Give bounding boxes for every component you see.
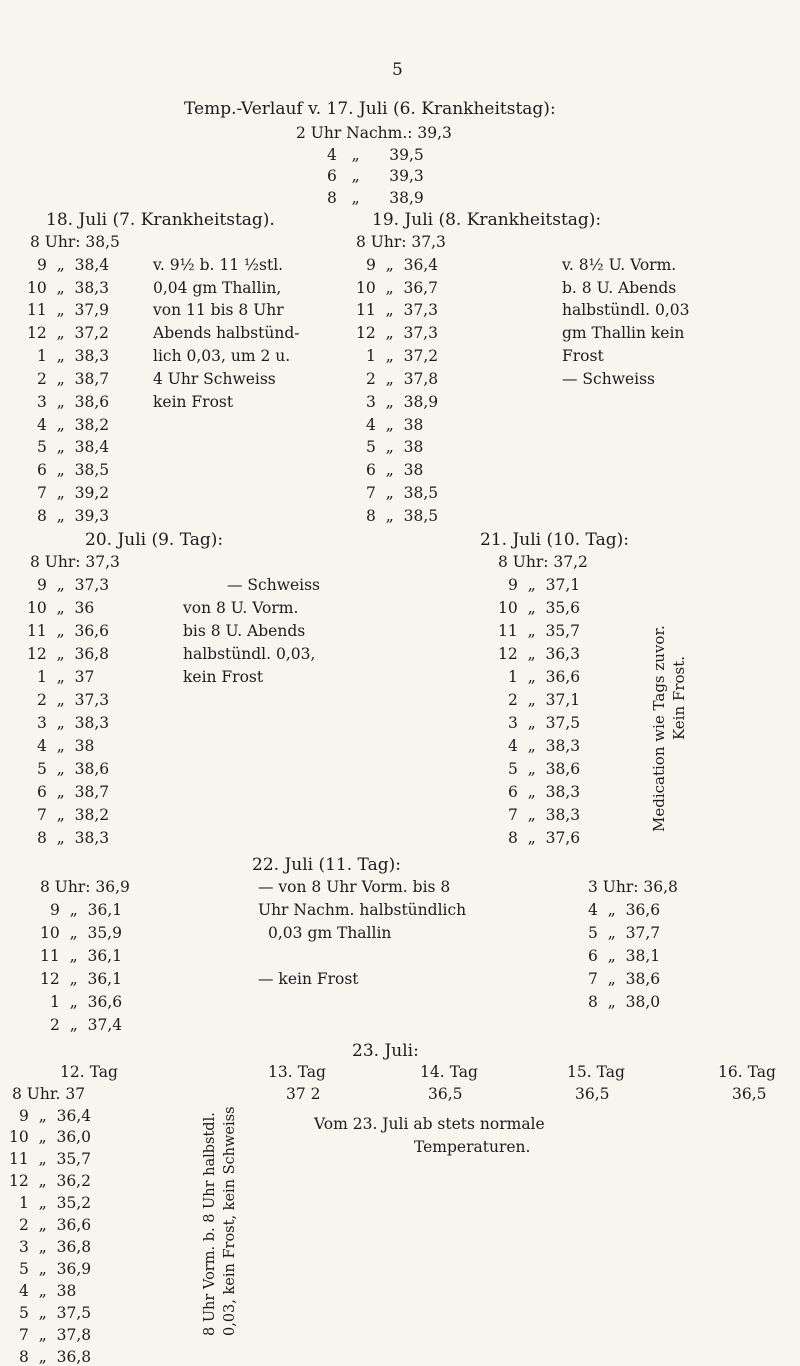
day22-time: 3 Uhr: 36,8 [588,878,678,896]
day19-note: gm Thallin kein [562,324,685,342]
day19-time: 3 „ 38,9 [366,393,439,411]
day21-time: 7 „ 38,3 [508,806,581,824]
day13-label: 13. Tag [268,1063,326,1081]
day22-time: 7 „ 38,6 [588,970,661,988]
day19-time: 2 „ 37,8 [366,370,439,388]
day18-time: 12 „ 37,2 [27,324,109,342]
day22-time: 6 „ 38,1 [588,947,661,965]
day21-time: 8 „ 37,6 [508,829,581,847]
day20-title: 20. Juli (9. Tag): [85,530,224,550]
day20-time: 12 „ 36,8 [27,645,109,663]
day20-time: 11 „ 36,6 [27,622,109,640]
day18-time: 6 „ 38,5 [37,461,110,479]
day18-title: 18. Juli (7. Krankheitstag). [46,210,275,230]
day18-time: 9 „ 38,4 [37,256,110,274]
day22-note: — kein Frost [258,970,359,988]
day15-value: 36,5 [575,1085,610,1103]
closing-note: Vom 23. Juli ab stets normale [314,1115,545,1133]
day21-vertical-note: Kein Frost. [670,655,688,740]
day20-time: 1 „ 37 [37,668,95,686]
day17-row: 4 „ 39,5 [327,146,424,164]
day12-time: 9 „ 36,4 [19,1107,92,1125]
day21-time: 1 „ 36,6 [508,668,581,686]
day22-title: 22. Juli (11. Tag): [252,855,401,875]
day19-note: Frost [562,347,604,365]
day19-time: 5 „ 38 [366,438,424,456]
day19-title: 19. Juli (8. Krankheitstag): [372,210,602,230]
day20-note: halbstündl. 0,03, [183,645,316,663]
day22-time: 2 „ 37,4 [50,1016,123,1034]
day12-time: 12 „ 36,2 [9,1172,91,1190]
day22-time: 8 Uhr: 36,9 [40,878,130,896]
day17-row: 6 „ 39,3 [327,167,424,185]
day18-note: 0,04 gm Thallin, [153,279,282,297]
day19-time: 11 „ 37,3 [356,301,438,319]
day17-row: 8 „ 38,9 [327,189,424,207]
day19-time: 12 „ 37,3 [356,324,438,342]
day21-vertical-note: Medication wie Tags zuvor. [650,625,668,832]
day21-time: 12 „ 36,3 [498,645,580,663]
day12-time: 3 „ 36,8 [19,1238,92,1256]
day22-time: 8 „ 38,0 [588,993,661,1011]
day14-label: 14. Tag [420,1063,478,1081]
day20-time: 9 „ 37,3 [37,576,110,594]
day20-time: 8 Uhr: 37,3 [30,553,120,571]
day18-note: kein Frost [153,393,234,411]
day18-note: Abends halbstünd- [153,324,300,342]
day12-time: 4 „ 38 [19,1282,77,1300]
day16-value: 36,5 [732,1085,767,1103]
day18-time: 4 „ 38,2 [37,416,110,434]
day12-time: 7 „ 37,8 [19,1326,92,1344]
day18-time: 11 „ 37,9 [27,301,109,319]
day12-time: 5 „ 36,9 [19,1260,92,1278]
day20-time: 3 „ 38,3 [37,714,110,732]
day19-time: 8 „ 38,5 [366,507,439,525]
day20-note: — Schweiss [227,576,321,594]
page-number: 5 [392,60,403,80]
day21-time: 9 „ 37,1 [508,576,581,594]
day21-time: 11 „ 35,7 [498,622,580,640]
day21-time: 2 „ 37,1 [508,691,581,709]
day22-note: Uhr Nachm. halbstündlich [258,901,467,919]
day22-time: 10 „ 35,9 [40,924,122,942]
day22-time: 11 „ 36,1 [40,947,122,965]
day22-note: 0,03 gm Thallin [268,924,392,942]
day22-time: 12 „ 36,1 [40,970,122,988]
day16-label: 16. Tag [718,1063,776,1081]
day19-time: 7 „ 38,5 [366,484,439,502]
day20-note: von 8 U. Vorm. [183,599,299,617]
day12-label: 12. Tag [60,1063,118,1081]
day19-time: 1 „ 37,2 [366,347,439,365]
day21-time: 5 „ 38,6 [508,760,581,778]
day18-time: 10 „ 38,3 [27,279,109,297]
day12-time: 1 „ 35,2 [19,1194,92,1212]
day12-time: 11 „ 35,7 [9,1150,91,1168]
day15-label: 15. Tag [567,1063,625,1081]
day18-time: 5 „ 38,4 [37,438,110,456]
day18-note: 4 Uhr Schweiss [153,370,276,388]
day20-time: 4 „ 38 [37,737,95,755]
day19-note: v. 8½ U. Vorm. [562,256,677,274]
day20-time: 2 „ 37,3 [37,691,110,709]
day12-vertical-note: 8 Uhr Vorm. b. 8 Uhr halbstdl. [202,1112,218,1336]
day12-time: 8 „ 36,8 [19,1348,92,1366]
day21-time: 8 Uhr: 37,2 [498,553,588,571]
day12-vertical-note: 0,03, kein Frost, kein Schweiss [222,1106,238,1336]
day19-time: 4 „ 38 [366,416,424,434]
day18-time: 3 „ 38,6 [37,393,110,411]
day21-time: 4 „ 38,3 [508,737,581,755]
day21-title: 21. Juli (10. Tag): [480,530,629,550]
day20-time: 7 „ 38,2 [37,806,110,824]
day21-time: 10 „ 35,6 [498,599,580,617]
day14-value: 36,5 [428,1085,463,1103]
day17-row: 2 Uhr Nachm.: 39,3 [296,124,452,142]
day18-time: 8 Uhr: 38,5 [30,233,120,251]
day23-title: 23. Juli: [352,1041,419,1061]
day20-time: 6 „ 38,7 [37,783,110,801]
day18-time: 1 „ 38,3 [37,347,110,365]
day19-note: — Schweiss [562,370,656,388]
day20-note: bis 8 U. Abends [183,622,306,640]
day18-note: v. 9½ b. 11 ½stl. [153,256,284,274]
day22-note: — von 8 Uhr Vorm. bis 8 [258,878,451,896]
day20-note: kein Frost [183,668,264,686]
day22-time: 4 „ 36,6 [588,901,661,919]
day19-time: 8 Uhr: 37,3 [356,233,446,251]
day20-time: 8 „ 38,3 [37,829,110,847]
day19-time: 6 „ 38 [366,461,424,479]
day18-note: lich 0,03, um 2 u. [153,347,291,365]
day19-note: b. 8 U. Abends [562,279,677,297]
day18-note: von 11 bis 8 Uhr [153,301,284,319]
day22-time: 1 „ 36,6 [50,993,123,1011]
closing-note: Temperaturen. [414,1138,531,1156]
day12-time: 8 Uhr. 37 [12,1085,86,1103]
day19-time: 10 „ 36,7 [356,279,438,297]
day21-time: 6 „ 38,3 [508,783,581,801]
day17-title: Temp.-Verlauf v. 17. Juli (6. Krankheitstag): [184,99,556,119]
day20-time: 10 „ 36 [27,599,95,617]
day18-time: 2 „ 38,7 [37,370,110,388]
day13-value: 37 2 [286,1085,321,1103]
day22-time: 9 „ 36,1 [50,901,123,919]
day18-time: 8 „ 39,3 [37,507,110,525]
day12-time: 10 „ 36,0 [9,1128,91,1146]
day19-time: 9 „ 36,4 [366,256,439,274]
day20-time: 5 „ 38,6 [37,760,110,778]
day22-time: 5 „ 37,7 [588,924,661,942]
day21-time: 3 „ 37,5 [508,714,581,732]
day12-time: 5 „ 37,5 [19,1304,92,1322]
day18-time: 7 „ 39,2 [37,484,110,502]
day19-note: halbstündl. 0,03 [562,301,690,319]
day12-time: 2 „ 36,6 [19,1216,92,1234]
